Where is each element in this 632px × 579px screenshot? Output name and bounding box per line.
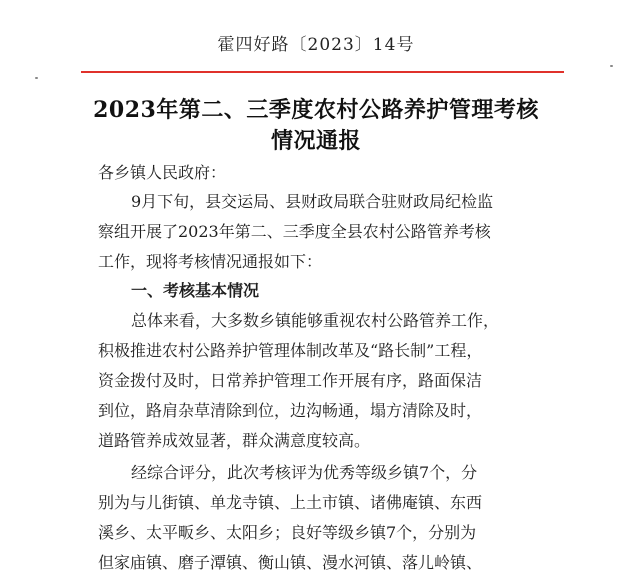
document-number: 霍四好路〔2023〕14号 [217,35,415,55]
intro-line: 察组开展了2023年第二、三季度全县农村公路管养考核 [98,222,491,241]
paragraph-line: 溪乡、太平畈乡、太阳乡；良好等级乡镇7个，分别为 [98,523,477,542]
scan-speck [35,77,38,79]
red-header-rule [81,71,564,73]
salutation: 各乡镇人民政府： [98,163,227,182]
paragraph-line: 到位，路肩杂草清除到位，边沟畅通，塌方清除及时， [98,401,483,420]
paragraph-line: 道路管养成效显著，群众满意度较高。 [98,431,371,450]
document-title-line-2: 情况通报 [270,128,361,154]
paragraph-line: 经综合评分，此次考核评为优秀等级乡镇7个，分 [131,463,478,482]
document-title-line-1: 2023年第二、三季度农村公路养护管理考核 [93,97,539,123]
section-heading: 一、考核基本情况 [131,281,260,300]
intro-line: 9月下旬，县交运局、县财政局联合驻财政局纪检监 [131,192,494,211]
paragraph-line: 别为与儿街镇、单龙寺镇、上土市镇、诸佛庵镇、东西 [98,493,483,512]
paragraph-line: 但家庙镇、磨子潭镇、衡山镇、漫水河镇、落儿岭镇、 [98,553,483,572]
intro-line: 工作，现将考核情况通报如下： [98,252,323,271]
paragraph-line: 积极推进农村公路养护管理体制改革及“路长制”工程， [98,341,483,360]
paragraph-line: 总体来看，大多数乡镇能够重视农村公路管养工作， [131,311,500,330]
scan-speck [610,65,613,67]
paragraph-line: 资金拨付及时，日常养护管理工作开展有序，路面保洁 [98,371,483,390]
